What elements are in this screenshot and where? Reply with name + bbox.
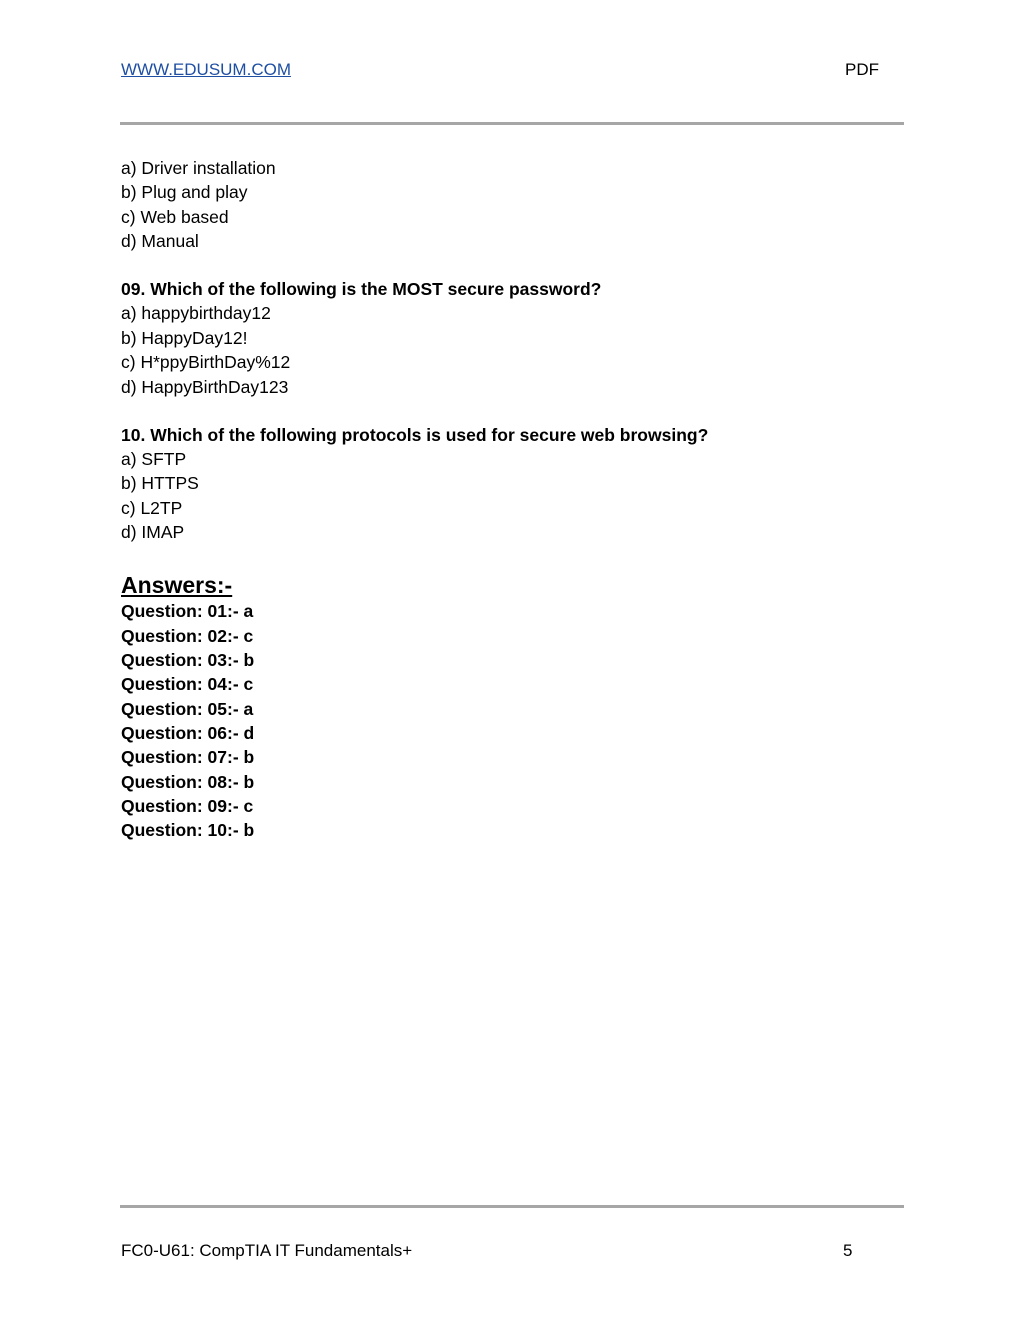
answer-item: Question: 05:- a (121, 698, 254, 719)
option-b: b) HappyDay12! (121, 327, 248, 348)
answers-section (121, 571, 901, 842)
answer-item: Question: 08:- b (121, 771, 255, 792)
option-b: b) HTTPS (121, 473, 199, 494)
option-c: c) Web based (121, 206, 229, 227)
format-label: PDF (845, 60, 879, 79)
footer-course-title: FC0-U61: CompTIA IT Fundamentals+ (121, 1241, 413, 1260)
option-b: b) Plug and play (121, 182, 248, 203)
question-09-title: 09. Which of the following is the MOST secure password? (121, 279, 602, 300)
option-d: d) IMAP (121, 522, 185, 543)
question-10 (121, 423, 901, 545)
answer-item: Question: 06:- d (121, 722, 255, 743)
option-d: d) HappyBirthDay123 (121, 376, 289, 397)
question-08-options (121, 156, 901, 254)
answer-item: Question: 10:- b (121, 820, 255, 841)
footer-divider (120, 1205, 904, 1208)
option-c: c) L2TP (121, 497, 183, 518)
option-a: a) SFTP (121, 448, 187, 469)
option-c: c) H*ppyBirthDay%12 (121, 352, 291, 373)
page-number: 5 (843, 1241, 853, 1260)
option-a: a) Driver installation (121, 158, 276, 178)
site-link[interactable]: WWW.EDUSUM.COM (121, 60, 291, 79)
answer-item: Question: 04:- c (121, 674, 254, 695)
answer-item: Question: 07:- b (121, 747, 255, 768)
header-divider (120, 122, 904, 125)
question-09 (121, 277, 901, 399)
answer-item: Question: 02:- c (121, 625, 254, 646)
page-content (121, 156, 901, 842)
option-d: d) Manual (121, 231, 199, 252)
answers-heading: Answers:- (121, 572, 233, 599)
question-10-title: 10. Which of the following protocols is used for secure web browsing? (121, 424, 709, 445)
answer-item: Question: 09:- c (121, 795, 254, 816)
answer-item: Question: 03:- b (121, 650, 255, 671)
option-a: a) happybirthday12 (121, 303, 271, 324)
answer-item: Question: 01:- a (121, 601, 254, 622)
